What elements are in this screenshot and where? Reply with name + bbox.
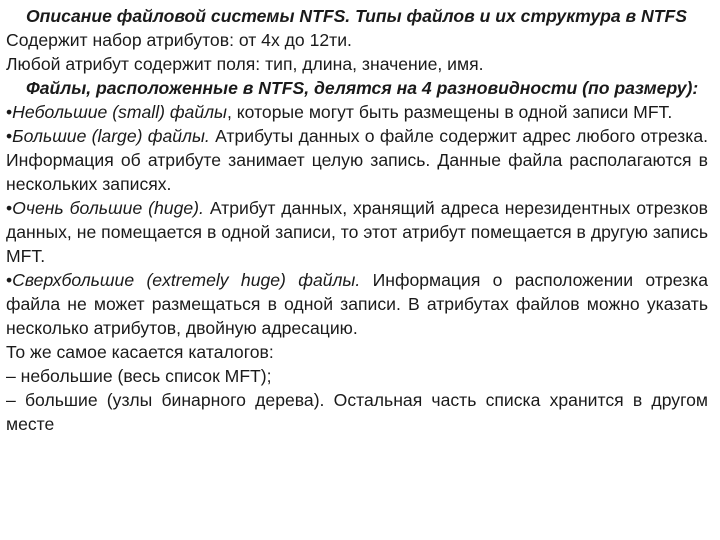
list-item-term: Очень большие (huge). xyxy=(12,198,204,218)
page-title: Описание файловой системы NTFS. Типы файлов и их структура в NTFS xyxy=(26,6,687,26)
list-item-text: , которые могут быть размещены в одной записи MFT. xyxy=(227,102,673,122)
list-item-small xyxy=(6,100,708,124)
list-item-term: Небольшие (small) файлы xyxy=(12,102,227,122)
bullet: • xyxy=(6,126,13,146)
attribute-fields-text: Любой атрибут содержит поля: тип, длина, значение, имя. xyxy=(6,54,484,74)
list-item-term: Большие (large) файлы. xyxy=(12,126,210,146)
document-page xyxy=(6,4,708,436)
list-item-large xyxy=(6,124,708,196)
bullet: • xyxy=(6,102,13,122)
list-item-term: Сверхбольшие (extremely huge) файлы. xyxy=(12,270,361,290)
catalogs-intro: То же самое касается каталогов: xyxy=(6,342,274,362)
list-item-text: Атрибуты данных о файле содержит адрес любого отрезка. Информация об атрибуте занимает целую запись. Данные файла располагаются в нескольких записях. xyxy=(6,126,708,194)
attributes-count-text: Содержит набор атрибутов: от 4х до 12ти. xyxy=(6,30,352,50)
bullet: • xyxy=(6,198,13,218)
bullet: • xyxy=(6,270,13,290)
list-item-huge xyxy=(6,196,708,268)
list-item-text: Атрибут данных, хранящий адреса нерезидентных отрезков данных, не помещается в одной записи, то этот атрибут помещается в другую запись MFT. xyxy=(6,198,708,266)
files-heading: Файлы, расположенные в NTFS, делятся на 4 разновидности (по размеру): xyxy=(26,78,699,98)
catalog-small: – небольшие (весь список MFT); xyxy=(6,366,272,386)
list-item-text: Информация о расположении отрезка файла не может размещаться в одной записи. В атрибутах файлов можно указать несколько атрибутов, двойную адресацию. xyxy=(6,270,709,338)
catalog-large: – большие (узлы бинарного дерева). Остальная часть списка хранится в другом месте xyxy=(6,390,708,434)
list-item-extremely-huge xyxy=(6,268,708,340)
